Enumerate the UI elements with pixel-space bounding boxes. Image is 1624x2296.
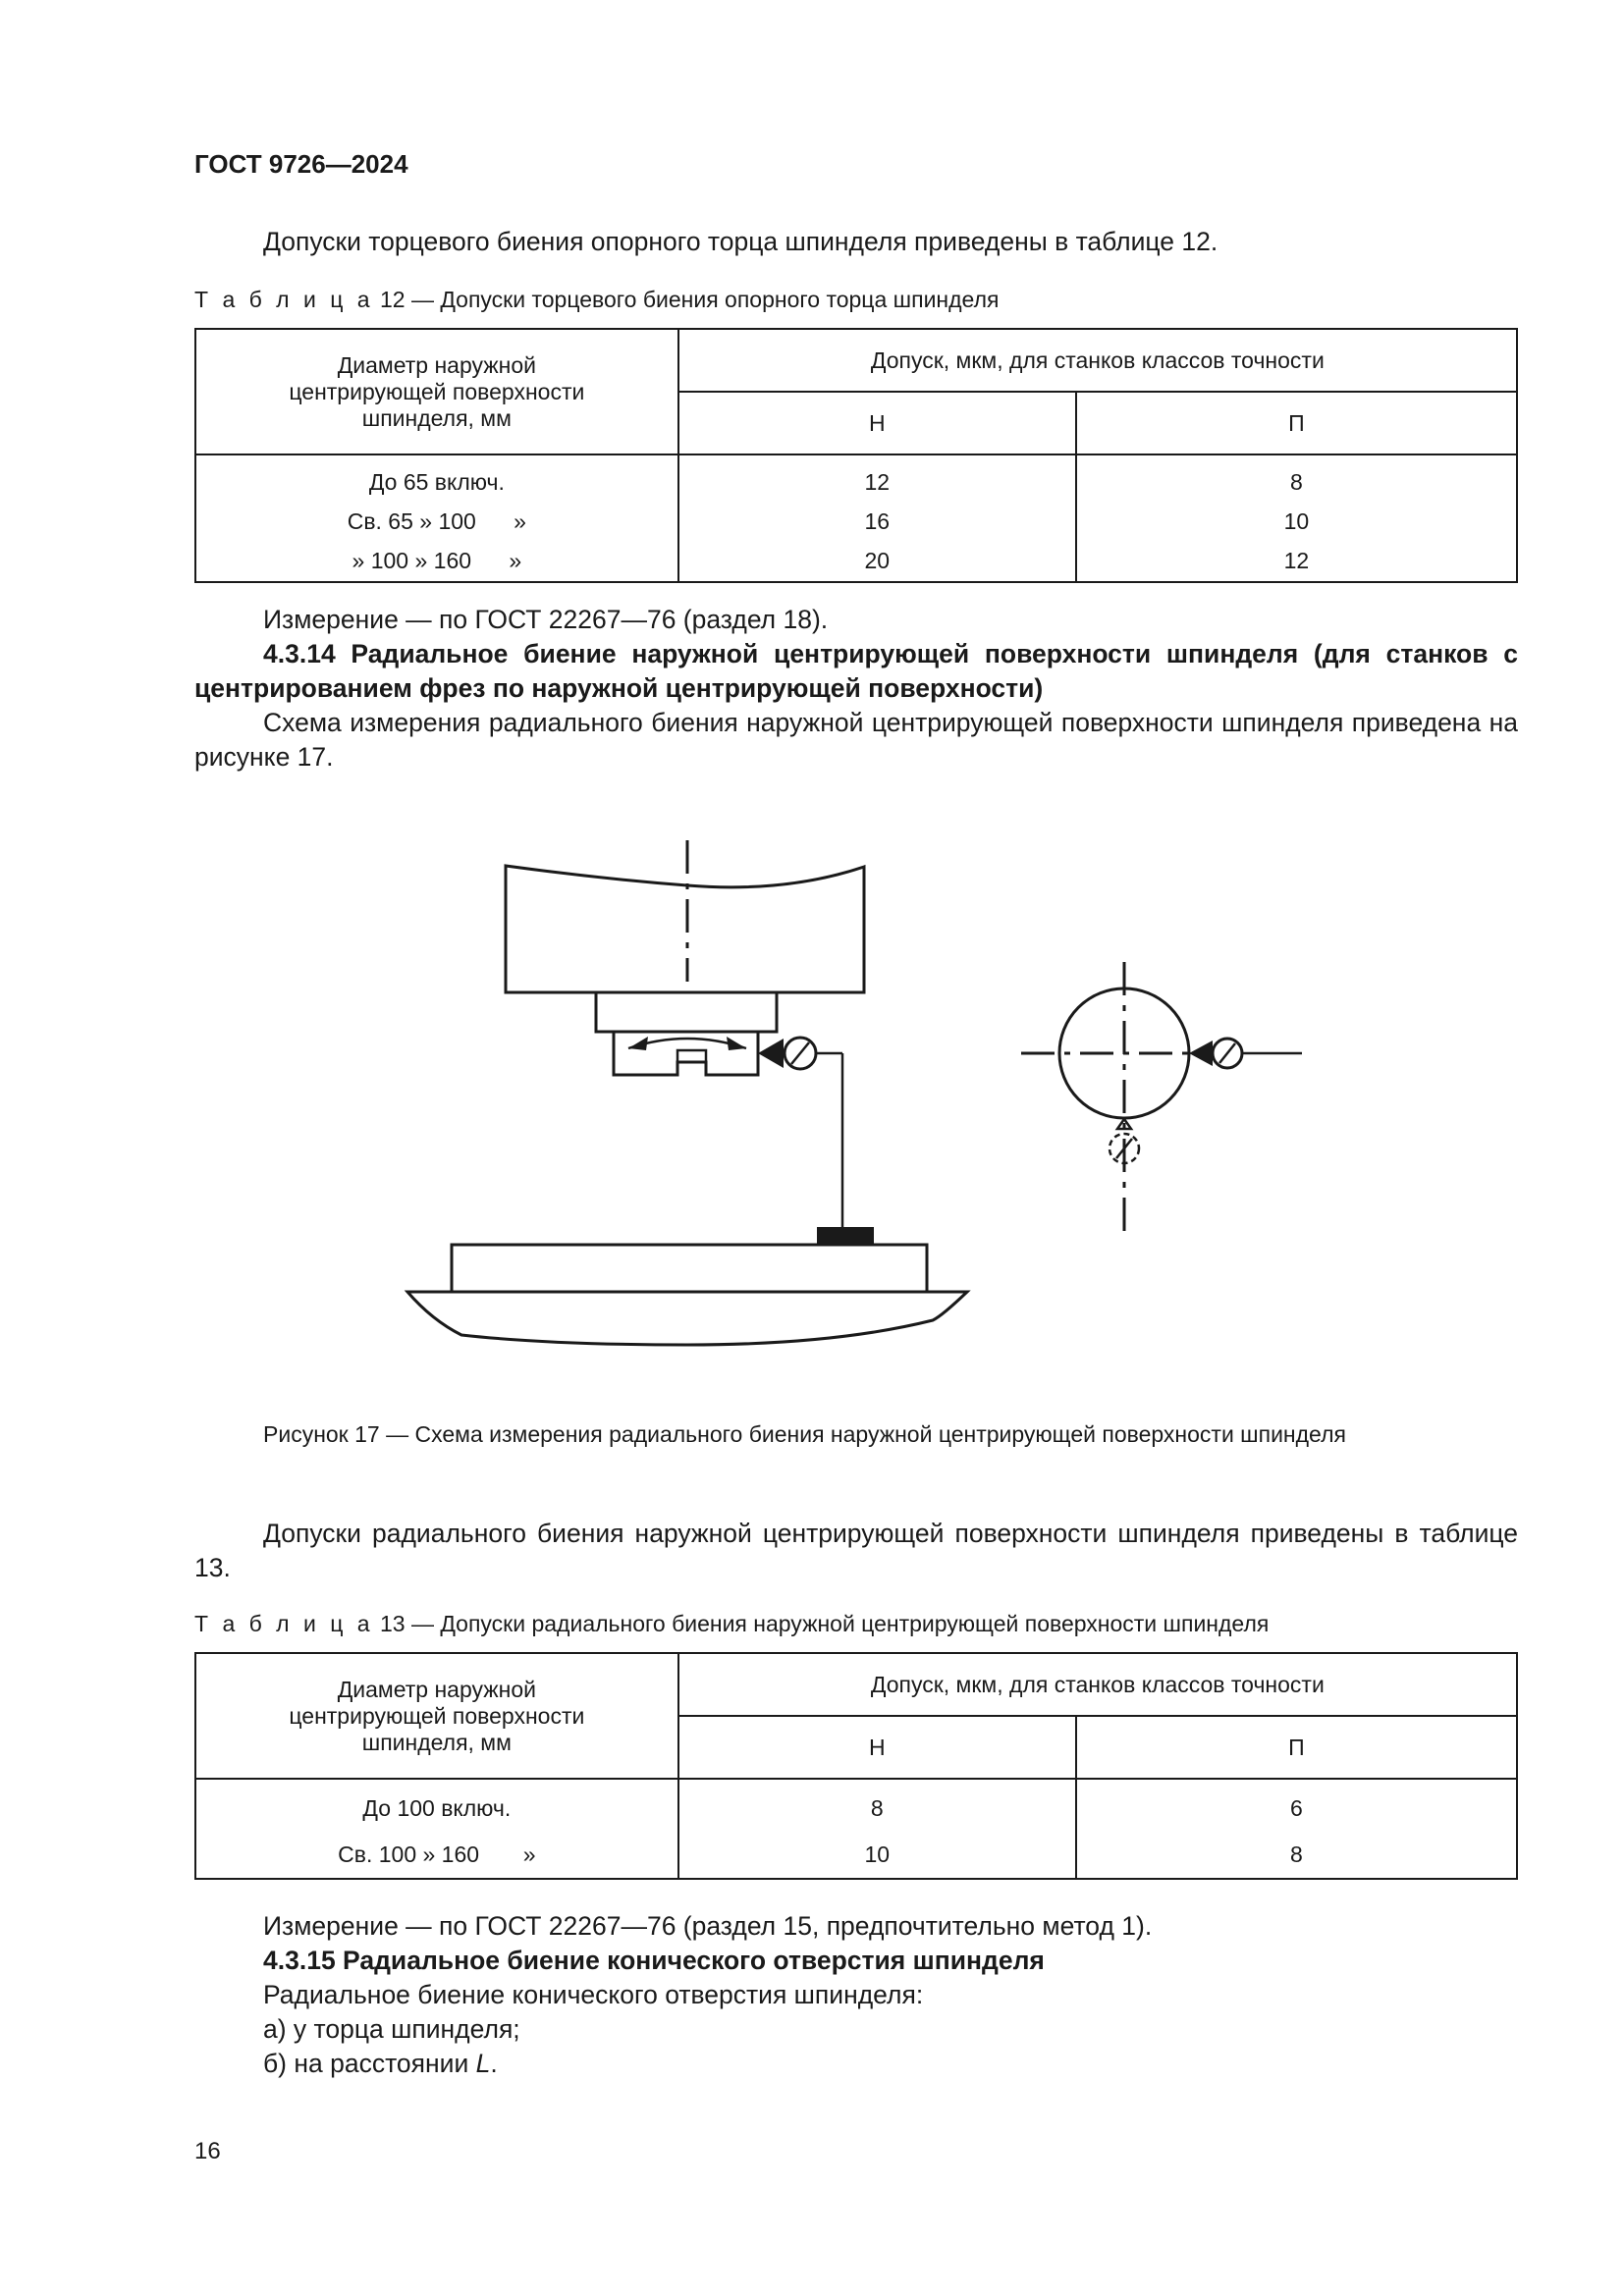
magnetic-base (817, 1227, 874, 1245)
scheme-text: Схема измерения радиального биения наружной центрирующей поверхности шпинделя приведена на рисунке 17. (194, 708, 1518, 772)
variable-L: L (475, 2049, 491, 2078)
table12-col1-header: Диаметр наружной центрирующей поверхности шпинделя, мм (195, 329, 678, 454)
table12-r3-h: 20 (678, 541, 1076, 582)
list-item: б) на расстоянии L. (263, 2049, 498, 2078)
table12-label: Т а б л и ц а (194, 287, 374, 312)
table12-r3-d: » 100 » 160 » (195, 541, 678, 582)
table12-r2-h: 16 (678, 502, 1076, 541)
table13-r2-d: Св. 100 » 160 » (195, 1832, 678, 1879)
table12-title: 12 — Допуски торцевого биения опорного торца шпинделя (379, 287, 1000, 312)
measure-13: Измерение — по ГОСТ 22267—76 (раздел 15, предпочтительно метод 1). (263, 1911, 1153, 1941)
indicator-tip-right (1189, 1041, 1213, 1066)
table13-group-header: Допуск, мкм, для станков классов точности (678, 1653, 1517, 1716)
table12-r1-d: До 65 включ. (195, 462, 678, 502)
spindle-key-slot (677, 1050, 706, 1062)
table13-caption (194, 1611, 1269, 1637)
table12-r2-d: Св. 65 » 100 » (195, 502, 678, 541)
table12-sub-p: П (1076, 392, 1517, 454)
arrow-head-right (727, 1037, 746, 1050)
section-4-3-14: 4.3.14 Радиальное биение наружной центрирующей поверхности шпинделя (для станков с центрированием фрез по наружной центрирующей поверхности) (194, 639, 1518, 703)
table13-r1-h: 8 (678, 1785, 1076, 1832)
table13-r2-h: 10 (678, 1832, 1076, 1879)
table-row (195, 1785, 1517, 1832)
table12-r1-p: 8 (1076, 462, 1517, 502)
table13-title: 13 — Допуски радиального биения наружной центрирующей поверхности шпинделя (379, 1611, 1270, 1636)
table-row (195, 1832, 1517, 1879)
section-4-3-15: 4.3.15 Радиальное биение конического отверстия шпинделя (263, 1946, 1045, 1975)
machine-base (407, 1292, 967, 1345)
spindle-collar (596, 992, 777, 1032)
arrow-head-left (628, 1037, 648, 1050)
table12-group-header: Допуск, мкм, для станков классов точности (678, 329, 1517, 392)
table13-sub-p: П (1076, 1716, 1517, 1779)
table13-r2-p: 8 (1076, 1832, 1517, 1879)
indicator-tip (758, 1039, 784, 1068)
measure-12: Измерение — по ГОСТ 22267—76 (раздел 18). (263, 605, 829, 634)
table12-r2-p: 10 (1076, 502, 1517, 541)
intro-table13: Допуски радиального биения наружной центрирующей поверхности шпинделя приведены в таблице 13. (194, 1519, 1518, 1582)
page-number: 16 (194, 2138, 221, 2164)
table13-r1-d: До 100 включ. (195, 1785, 678, 1832)
spindle-head (506, 866, 864, 992)
table13-label: Т а б л и ц а (194, 1611, 374, 1636)
table-13 (194, 1652, 1518, 1880)
figure-17-caption: Рисунок 17 — Схема измерения радиального биения наружной центрирующей поверхности шпинделя (263, 1421, 1346, 1447)
table13-r1-p: 6 (1076, 1785, 1517, 1832)
table13-col1-header: Диаметр наружной центрирующей поверхности шпинделя, мм (195, 1653, 678, 1779)
table12-r3-p: 12 (1076, 541, 1517, 582)
list-item: а) у торца шпинделя; (263, 2014, 520, 2044)
radial-intro: Радиальное биение конического отверстия шпинделя: (263, 1980, 924, 2009)
machine-table (452, 1245, 927, 1292)
document-header: ГОСТ 9726—2024 (194, 149, 408, 179)
table12-r1-h: 12 (678, 462, 1076, 502)
intro-table12: Допуски торцевого биения опорного торца шпинделя приведены в таблице 12. (263, 227, 1218, 256)
table13-sub-h: Н (678, 1716, 1076, 1779)
table12-sub-h: Н (678, 392, 1076, 454)
